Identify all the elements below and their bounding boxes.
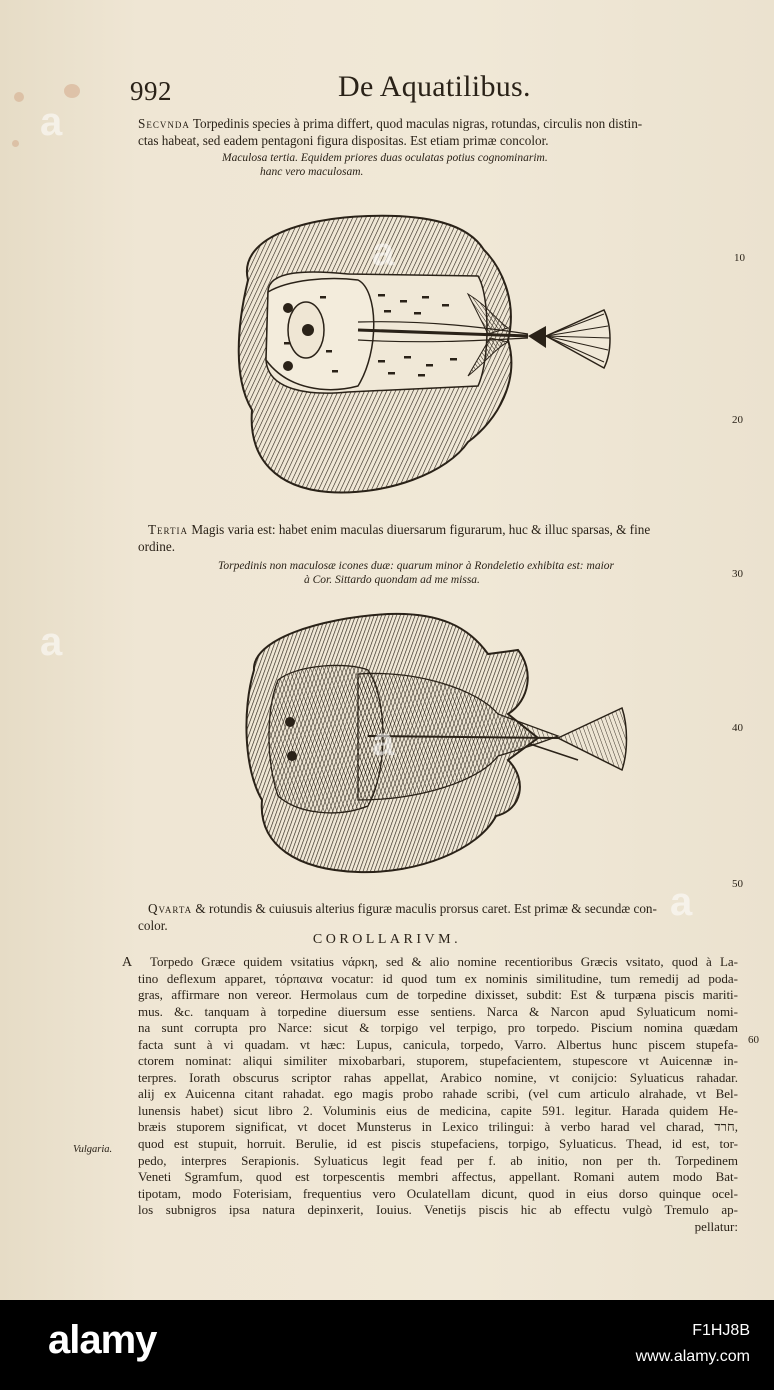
body-line: ctorem nominat: aliqui similiter mixobarbari, stuporem, stupefacientem, stupescore vt Auicennæ in-: [138, 1053, 738, 1069]
body-line: tino deflexum apparet, τόρπαινα vocatur: id quod tum ex nominis similitudine, tum remedij ad poda-: [138, 970, 738, 986]
watermark: a: [372, 720, 395, 764]
line-number: 50: [732, 878, 743, 890]
section-letter: A: [122, 955, 133, 970]
caption-1-line1: Maculosa tertia. Equidem priores duas oculatas potius cognominarim.: [222, 152, 548, 164]
caption-2-line1: Torpedinis non maculosæ icones duæ: quarum minor à Rondeletio exhibita est: maior: [218, 560, 614, 572]
figure-caption-1: [222, 151, 662, 179]
line-number: 10: [734, 252, 745, 264]
secunda-text-line1: Torpedinis species à prima differt, quod maculas nigras, rotundas, circulis non distin-: [189, 116, 643, 131]
footer-url: www.alamy.com: [635, 1348, 750, 1365]
page-number: 992: [130, 76, 172, 106]
quarta-lead: Qvarta: [148, 901, 193, 916]
secunda-text-line2: ctas habeat, sed eadem pentagoni figura dispositas. Est etiam primæ concolor.: [138, 132, 549, 148]
quarta-paragraph: [138, 901, 734, 934]
corollarium-body: [138, 954, 738, 1235]
tertia-text-line2: ordine.: [138, 538, 175, 554]
quarta-text-line2: color.: [138, 917, 168, 933]
body-line: Torpedo Græce quidem vsitatius νάρκη, sed & alio nomine recentioribus Græcis vsitato, quod à La-: [150, 954, 738, 969]
body-line: gras, affirmare non vereor. Hermolaus cum de torpedine dixisset, subdit: Est & turpæna piscis mariti-: [138, 987, 738, 1003]
line-number: 60: [748, 1034, 759, 1046]
watermark: a: [670, 880, 693, 924]
running-head: De Aquatilibus.: [338, 70, 531, 103]
body-line: terpres. Iorath obscurus scriptor rahas appellat, Arabico nomine, vt conijcio: Syluaticus rahadar.: [138, 1069, 738, 1085]
tertia-text-line1: Magis varia est: habet enim maculas diuersarum figurarum, huc & illuc sparsas, & fine: [188, 522, 651, 537]
body-line: bræis stuporem significat, vt docet Munsterus in Lexico trilingui: à verbo harad vel charad, חרד,: [138, 1119, 738, 1135]
line-number: 20: [732, 414, 743, 426]
quarta-text-line1: & rotundis & cuiusuis alterius figuræ maculis prorsus caret. Est primæ & secundæ con-: [192, 901, 657, 916]
corollarium-heading: COROLLARIVM.: [312, 932, 462, 947]
alamy-logo: alamy: [48, 1318, 157, 1362]
body-line: facta sunt à vi quadam. vt hæc: Lupus, canicula, torpedo, Varro. Albertus hunc piscem stupefa-: [138, 1036, 738, 1052]
secunda-lead: Secvnda: [138, 116, 190, 131]
torpedo-ray-figure-1: [228, 210, 620, 500]
body-line: pellatur:: [694, 1218, 738, 1234]
body-line: lunensis habet) sicut libro 2. Voluminis eius de medicina, capite 591. legitur. Harada quidem He-: [138, 1102, 738, 1118]
watermark: a: [372, 230, 395, 274]
caption-2-line2: à Cor. Sittardo quondam ad me missa.: [304, 574, 480, 586]
torpedo-ray-figure-2: [238, 610, 630, 880]
foxing-stain: [64, 84, 80, 98]
body-line: quod est stupuit, horruit. Berulie, id est piscis stupefaciens, torpigo, Syluaticus. Thead, id est, tor-: [138, 1136, 738, 1152]
body-line: alij ex Auicenna citant rahadat. ego magis probo rahade scribi, (vel cum articulo alrahade, vt Bel-: [138, 1086, 738, 1102]
figure-caption-2: [218, 559, 658, 587]
tertia-paragraph: [138, 522, 734, 555]
secunda-paragraph: [138, 116, 734, 149]
body-line: los subnigros ipsa natura depinxerit, Iouius. Venetijs piscis hic ab effectu vulgò Tremulo ap-: [138, 1202, 738, 1218]
tertia-lead: Tertia: [148, 522, 189, 537]
body-line: Veneti Sgramfum, quod est torpescentis membri affectus, appellant. Romani autem modo Bat-: [138, 1169, 738, 1185]
image-id-block: [636, 1318, 750, 1370]
image-id: F1HJ8B: [692, 1322, 750, 1339]
caption-1-line2: hanc vero maculosam.: [260, 166, 364, 178]
foxing-stain: [12, 140, 19, 147]
watermark: a: [40, 100, 63, 144]
body-line: mus. &c. tanquam à torpedine diuersum esse sentiens. Narca & Narcon apud Syluaticum nomi-: [138, 1003, 738, 1019]
line-number: 30: [732, 568, 743, 580]
body-line: tipotam, modo Foterisiam, frequentius vero Oculatellam dicunt, quod in eius dorso quinque ocel-: [138, 1185, 738, 1201]
body-line: pedo, interpres Serapionis. Syluaticus legit fead per f. ab initio, non per th. Torpedinem: [138, 1152, 738, 1168]
watermark: a: [40, 620, 63, 664]
body-line: na sunt corrupta pro Narce: sicut & torpigo vel terpigo, pro torpedo. Piscium nomina quædam: [138, 1020, 738, 1036]
margin-note: Vulgaria.: [73, 1144, 113, 1155]
foxing-stain: [14, 92, 24, 102]
line-number: 40: [732, 722, 743, 734]
